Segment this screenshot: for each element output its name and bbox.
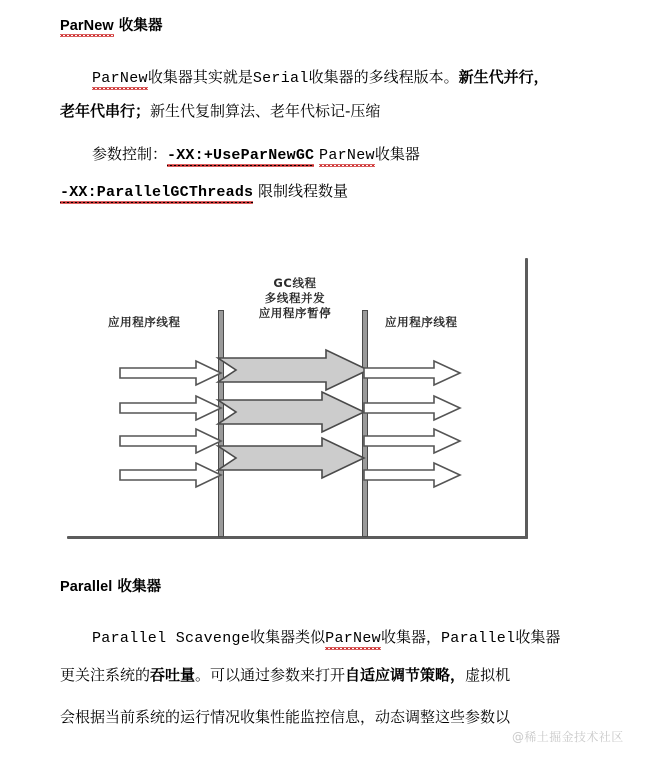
text-run-cjk-4: 参数控制：	[92, 145, 168, 163]
diagram-frame-right	[525, 258, 528, 539]
diagram-label-center-line-1: GC线程	[273, 276, 317, 290]
right-app-thread-arrows	[362, 358, 482, 488]
text-run-cjk-13: 会根据当前系统的运行情况收集性能监控信息，动态调整这些参数以	[60, 708, 511, 726]
diagram-label-center-line-3: 应用程序暂停	[258, 306, 332, 320]
text-run-serial: Serial	[252, 70, 309, 87]
app-thread-arrow-right-3	[364, 429, 460, 453]
app-thread-arrow-left-1	[120, 361, 221, 385]
text-run-cjk-10: 更关注系统的	[60, 666, 151, 684]
text-run-bold-1: 新生代并行，	[458, 68, 549, 86]
heading-cjk-text-2: 收集器	[117, 579, 162, 595]
text-run-cjk-2: 收集器的多线程版本。	[308, 68, 459, 86]
paragraph-line-4	[60, 184, 348, 200]
text-run-parallel-scavenge: Parallel Scavenge	[92, 630, 251, 647]
paragraph-line-3	[92, 147, 420, 163]
gc-thread-arrow-2	[218, 392, 364, 432]
text-run-cjk-3: 新生代复制算法、老年代标记-压缩	[150, 102, 381, 120]
text-run-cjk-6: 限制线程数量	[253, 182, 349, 200]
heading-latin-text-2: Parallel	[60, 579, 113, 595]
app-thread-arrow-right-2	[364, 396, 460, 420]
section-heading-parnew	[60, 14, 163, 35]
text-run-parallel: Parallel	[440, 630, 516, 647]
paragraph-line-7	[60, 710, 510, 726]
gc-thread-arrow-3	[218, 438, 364, 478]
paragraph-line-6	[60, 668, 510, 684]
text-run-flag-usepernewgc: -XX:+UseParNewGC	[167, 147, 315, 164]
text-run-flag-parallelgcthreads: -XX:ParallelGCThreads	[60, 184, 254, 201]
text-run-cjk-11: 。可以通过参数来打开	[195, 666, 346, 684]
text-run-cjk-9: 收集器	[515, 628, 561, 646]
app-thread-arrow-left-3	[120, 429, 221, 453]
text-run-bold-adaptive: 自适应调节策略，	[345, 666, 466, 684]
diagram-label-center	[235, 276, 355, 321]
paragraph-line-2	[60, 104, 380, 120]
diagram-frame-bottom	[67, 536, 528, 539]
gc-thread-arrow-1	[218, 350, 368, 390]
text-run-cjk-5: 收集器	[374, 145, 420, 163]
heading-cjk-text: 收集器	[118, 18, 163, 34]
text-run-cjk-8: 收集器，	[380, 628, 441, 646]
app-thread-arrow-right-4	[364, 463, 460, 487]
heading-latin-text: ParNew	[60, 18, 114, 34]
text-run-cjk-1: 收集器其实就是	[147, 68, 253, 86]
left-app-thread-arrows	[118, 358, 228, 488]
diagram-label-left: 应用程序线程	[108, 315, 181, 329]
diagram-label-center-line-2: 多线程并发	[264, 291, 326, 305]
diagram-label-right: 应用程序线程	[385, 315, 458, 329]
text-run-cjk-12: 虚拟机	[465, 666, 511, 684]
text-run-parnew-3: ParNew	[325, 630, 381, 647]
section-heading-parallel	[60, 575, 161, 596]
text-run-parnew: ParNew	[92, 70, 148, 87]
text-run-cjk-7: 收集器类似	[250, 628, 326, 646]
app-thread-arrow-left-2	[120, 396, 221, 420]
app-thread-arrow-left-4	[120, 463, 221, 487]
app-thread-arrow-right-1	[364, 361, 460, 385]
parnew-gc-thread-diagram	[60, 248, 540, 548]
text-run-bold-throughput: 吞吐量	[150, 666, 196, 684]
paragraph-line-1	[92, 70, 549, 86]
paragraph-line-5	[92, 630, 560, 646]
gc-thread-arrows	[218, 356, 370, 488]
text-run-parnew-2: ParNew	[319, 147, 375, 164]
watermark: @稀土掘金技术社区	[512, 730, 624, 744]
text-run-bold-2: 老年代串行；	[60, 102, 151, 120]
